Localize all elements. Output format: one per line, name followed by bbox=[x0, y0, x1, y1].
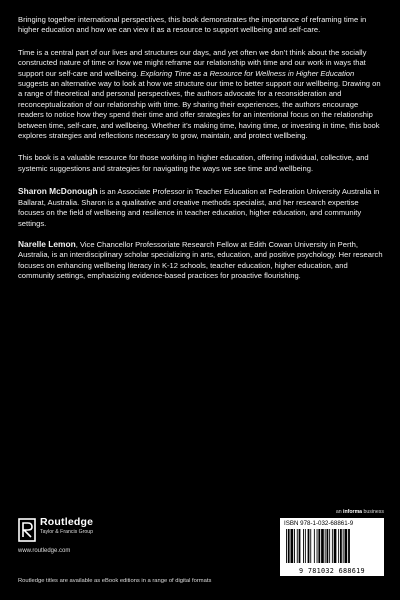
ebook-note: Routledge titles are available as eBook editions in a range of digital formats bbox=[18, 578, 212, 584]
back-cover-text bbox=[18, 15, 384, 292]
author-bio-mcdonough bbox=[18, 186, 384, 229]
blurb-intro: Bringing together international perspectives, this book demonstrates the importance of reframing time in higher education and how we can view it as a resource to support wellbeing and self-care. bbox=[18, 15, 367, 35]
publisher-name: Routledge bbox=[40, 516, 94, 528]
isbn-label: ISBN 978-1-032-68861-9 bbox=[284, 520, 354, 527]
cover-footer bbox=[0, 500, 400, 600]
author-bio-text: is an Associate Professor in Teacher Education at Federation University Australia in Ballarat, Australia. Sharon is a qualitative and creative methods specialist, and her research expertise focuses on the field of wellbeing and resilience in teacher education, higher education, and community settings. bbox=[18, 187, 380, 228]
informa-brand: informa bbox=[343, 509, 363, 515]
publisher-group: Taylor & Francis Group bbox=[40, 529, 94, 535]
publisher-logo bbox=[18, 516, 138, 546]
author-bio-lemon bbox=[18, 239, 384, 282]
isbn-barcode bbox=[280, 518, 384, 576]
author-name: Sharon McDonough bbox=[18, 186, 98, 197]
barcode-digits: 9 781032 688619 bbox=[299, 567, 365, 575]
publisher-url: www.routledge.com bbox=[18, 548, 71, 554]
author-name: Narelle Lemon bbox=[18, 238, 76, 249]
author-bio-text: , Vice Chancellor Professoriate Research Fellow at Edith Cowan University in Perth, Australia, is an interdisciplinary scholar specializing in arts, education, and positive psychology. Her research focuses on enhancing wellbeing literacy in K-12 schools, teacher education, higher education, and community settings, emphasizing evidence-based practices for proactive flourishing. bbox=[18, 239, 383, 281]
book-title: Exploring Time as a Resource for Wellness in Higher Education bbox=[140, 68, 355, 78]
blurb-audience: This book is a valuable resource for those working in higher education, offering individual, collective, and systemic suggestions and strategies for navigating the ways we see time and wellbeing. bbox=[18, 153, 369, 173]
blurb-main: Time is a central part of our lives and structures our days, and yet often we don’t think about the socially constructed nature of time or how we might reframe our relationship with time and our work in ways that support our self-care and wellbeing. Exploring Time as a Resource for Wellness in Higher Education suggests an alternative way to look at how we structure our time to better support our wellbeing. Drawing on a range of theoretical and personal perspectives, the authors advocate for a reconsideration and reconceptualization of our relationship with time. By sharing their experiences, the authors encourage readers to notice how they spend their time and offer strategies for an intentional focus on the relationship between time, self-care, and wellbeing. Whether it’s making time, having time, or investing in time, this book explores strategies and reflections necessary to grow, maintain, and protect wellbeing. bbox=[18, 47, 381, 141]
informa-tagline: an informa business bbox=[335, 509, 384, 515]
barcode-icon bbox=[284, 529, 380, 565]
routledge-logo-icon bbox=[18, 518, 36, 542]
